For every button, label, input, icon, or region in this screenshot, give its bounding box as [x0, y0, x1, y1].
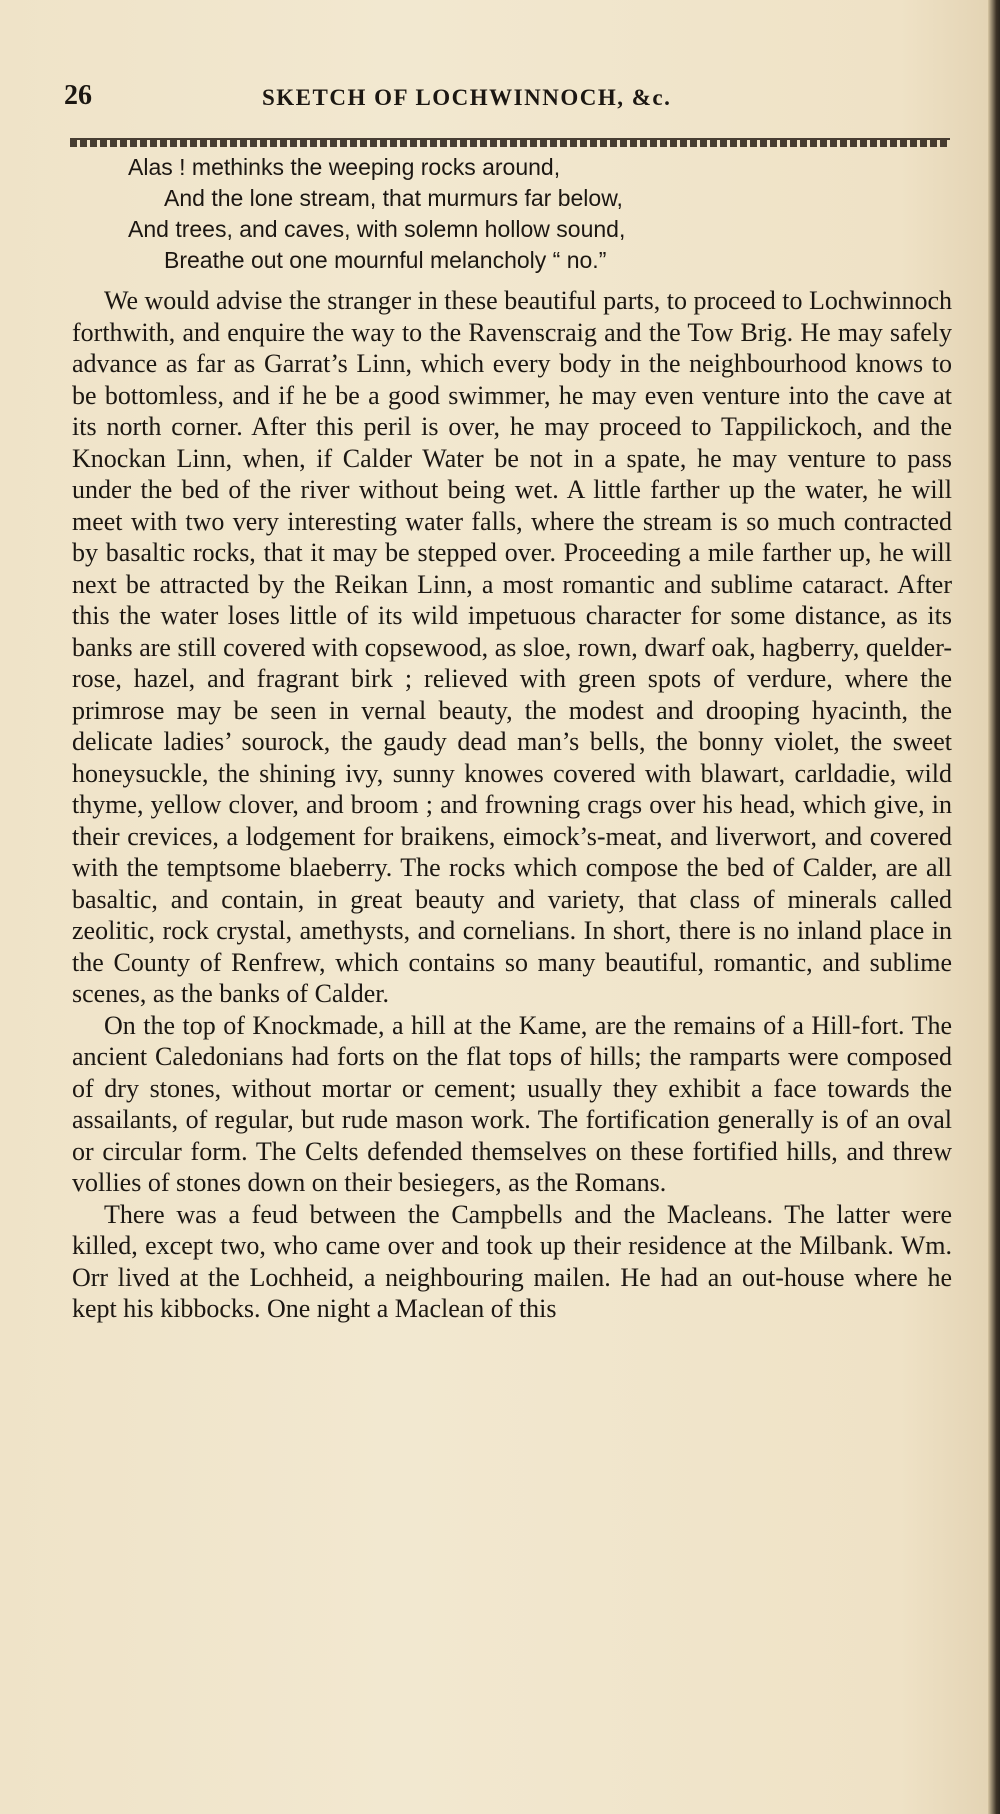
page-edge-shadow: [988, 0, 1000, 1814]
verse-line: Breathe out one mournful melancholy “ no.”: [164, 247, 607, 273]
running-head: [60, 80, 900, 120]
paragraph-calder-walk: We would advise the stranger in these beautiful parts, to proceed to Lochwinnoch forthwith, and enquire the way to the Ravenscraig and the Tow Brig. He may safely advance as far as Garrat’s Linn, which every body in the neighbourhood knows to be bottomless, and if he be a good swimmer, he may even venture into the cave at its north corner. After this peril is over, he may proceed to Tappilickoch, and the Knockan Linn, when, if Calder Water be not in a spate, he may venture to pass under the bed of the river without being wet. A little farther up the water, he will meet with two very interesting water falls, where the stream is so much contracted by basaltic rocks, that it may be stepped over. Proceeding a mile farther up, he will next be attracted by the Reikan Linn, a most romantic and sublime cataract. After this the water loses little of its wild impetuous character for some distance, as its banks are still covered with copsewood, as sloe, rown, dwarf oak, hagberry, quelder-rose, hazel, and fragrant birk ; relieved with green spots of verdure, where the primrose may be seen in vernal beauty, the modest and drooping hyacinth, the delicate ladies’ sourock, the gaudy dead man’s bells, the bonny violet, the sweet honeysuckle, the shining ivy, sunny knowes covered with blawart, carldadie, wild thyme, yellow clover, and broom ; and frowning crags over his head, which give, in their crevices, a lodgement for braikens, eimock’s-meat, and liverwort, and covered with the temptsome blaeberry. The rocks which compose the bed of Calder, are all basaltic, and contain, in great beauty and variety, that class of minerals called zeolitic, rock crystal, amethysts, and cornelians. In short, there is no inland place in the County of Renfrew, which contains so many beautiful, romantic, and sublime scenes, as the banks of Calder.: [72, 286, 952, 1008]
page-number: 26: [64, 80, 92, 111]
verse-line: And trees, and caves, with solemn hollow sound,: [128, 216, 626, 242]
ornamental-rule: [70, 138, 950, 147]
verse-stanza: [128, 152, 928, 276]
body-text: [72, 285, 952, 1325]
paragraph-hill-fort: On the top of Knockmade, a hill at the Kame, are the remains of a Hill-fort. The ancient Caledonians had forts on the flat tops of hills; the ramparts were composed of dry stones, without mortar or cement; usually they exhibit a face towards the assailants, of regular, but rude mason work. The fortification generally is of an oval or circular form. The Celts defended themselves on these fortified hills, and threw vollies of stones down on their besiegers, as the Romans.: [72, 1010, 952, 1197]
verse-line: And the lone stream, that murmurs far below,: [164, 185, 623, 211]
running-title: SKETCH OF LOCHWINNOCH, &c.: [262, 85, 672, 110]
verse-line: Alas ! methinks the weeping rocks around,: [128, 154, 561, 180]
paragraph-feud: There was a feud between the Campbells and the Macleans. The latter were killed, except two, who came over and took up their residence at the Milbank. Wm. Orr lived at the Lochheid, a neighbouring mailen. He had an out-house where he kept his kibbocks. One night a Maclean of this: [72, 1199, 952, 1323]
